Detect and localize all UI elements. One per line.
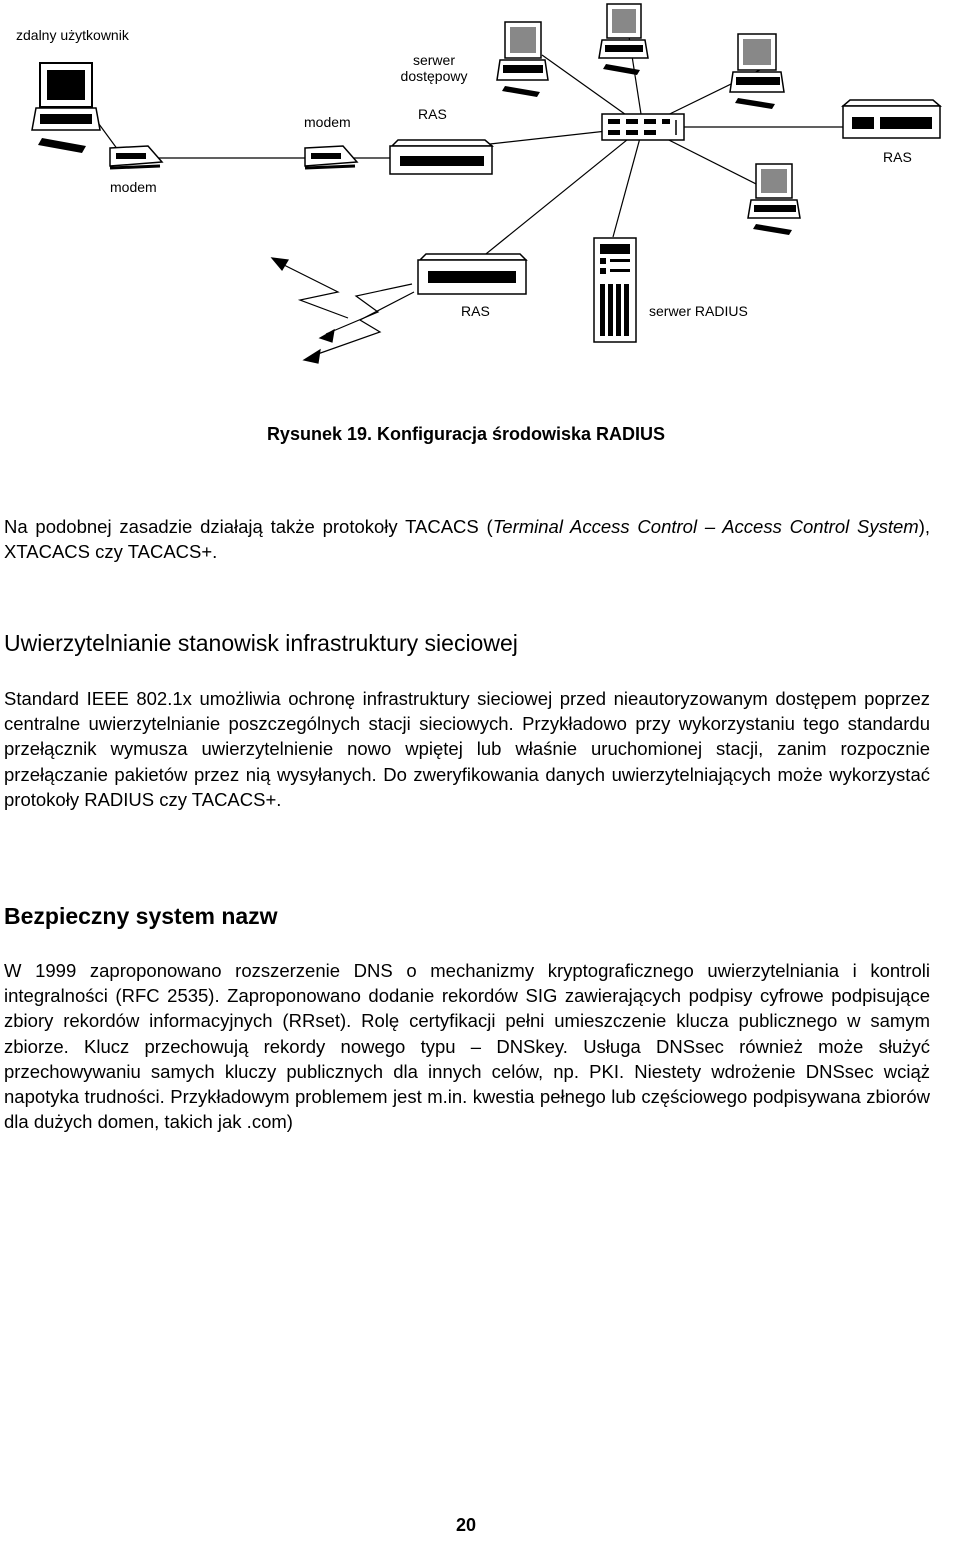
section-heading-infrastructure: Uwierzytelnianie stanowisk infrastruktury sieciowej (4, 630, 518, 656)
access-server-label-line2: dostępowy (400, 68, 468, 84)
ras-device-icon-right (843, 100, 940, 138)
modem-icon-left (110, 146, 162, 168)
ras-label-bottom: RAS (461, 303, 490, 319)
switch-hub-icon (602, 114, 684, 140)
modem-label-left: modem (110, 179, 157, 195)
remote-user-label: zdalny użytkownik (16, 27, 129, 43)
paragraph-tacacs-text-c: ), XTACACS czy TACACS+. (4, 516, 930, 563)
paragraph-dnssec: W 1999 zaproponowano rozszerzenie DNS o mechanizmy kryptograficznego uwierzytelniania i kontroli integralności (RFC 2535). Zaproponowano dodanie rekordów SIG zawierających podpisy cyfrowe podpisujące zbiory rekordów informacyjnych (RRset). Rolę certyfikacji pełni umieszczenie klucza publicznego w samym zbiorze. Klucz przechowują rekordy nowego typu – DNSkey. Usługa DNSsec również może służyć przechowywaniu samych kluczy publicznych dla innych celów, np. PKI. Niestety wdrożenie DNSsec wciąż napotyka trudności. Przykładowym problemem jest m.in. kwestia pełnego lub częściowego podpisywana zbiorów dla dużych domen, takich jak .com) (4, 960, 930, 1133)
remote-user-computer-icon (32, 63, 100, 153)
access-server-label-line1: serwer (412, 52, 455, 68)
modem-label-top: modem (304, 114, 351, 130)
paragraph-tacacs-italic-term: Terminal Access Control – Access Control System (492, 516, 919, 537)
radius-server-label: serwer RADIUS (649, 303, 748, 319)
lightning-link-icon-3 (304, 292, 414, 363)
workstation-icon-4 (748, 164, 800, 235)
radius-diagram (0, 0, 960, 400)
section-heading-dns: Bezpieczny system nazw (4, 903, 278, 929)
workstation-icon-1 (497, 22, 548, 97)
paragraph-8021x: Standard IEEE 802.1x umożliwia ochronę infrastruktury sieciowej przed nieautoryzowanym dostępem poprzez centralne uwierzytelnianie poszczególnych stacji sieciowych. Przykładowo przy wykorzystaniu tego standardu przełącznik wymusza uwierzytelnienie nowo wpiętej lub właśnie uruchomionej stacji, zanim rozpocznie przełączanie pakietów przez nią wysyłanych. Do zweryfikowania danych uwierzytelniających może wykorzystać protokoły RADIUS czy TACACS+. (4, 688, 930, 810)
radius-server-tower-icon (594, 238, 636, 342)
ras-label-right: RAS (883, 149, 912, 165)
lightning-link-icon-1 (272, 258, 348, 318)
ras-label-top: RAS (418, 106, 447, 122)
paragraph-tacacs-text-a: Na podobnej zasadzie działają także protokoły TACACS ( (4, 516, 493, 537)
figure-caption: Rysunek 19. Konfiguracja środowiska RADIUS (266, 424, 666, 444)
paragraph-tacacs (4, 514, 930, 564)
page-number: 20 (455, 1515, 477, 1535)
modem-icon-middle (305, 146, 357, 168)
workstation-icon-3 (730, 34, 784, 109)
ras-device-icon-top (390, 140, 492, 174)
workstation-icon-2 (599, 4, 648, 75)
ras-device-icon-bottom (418, 254, 526, 294)
